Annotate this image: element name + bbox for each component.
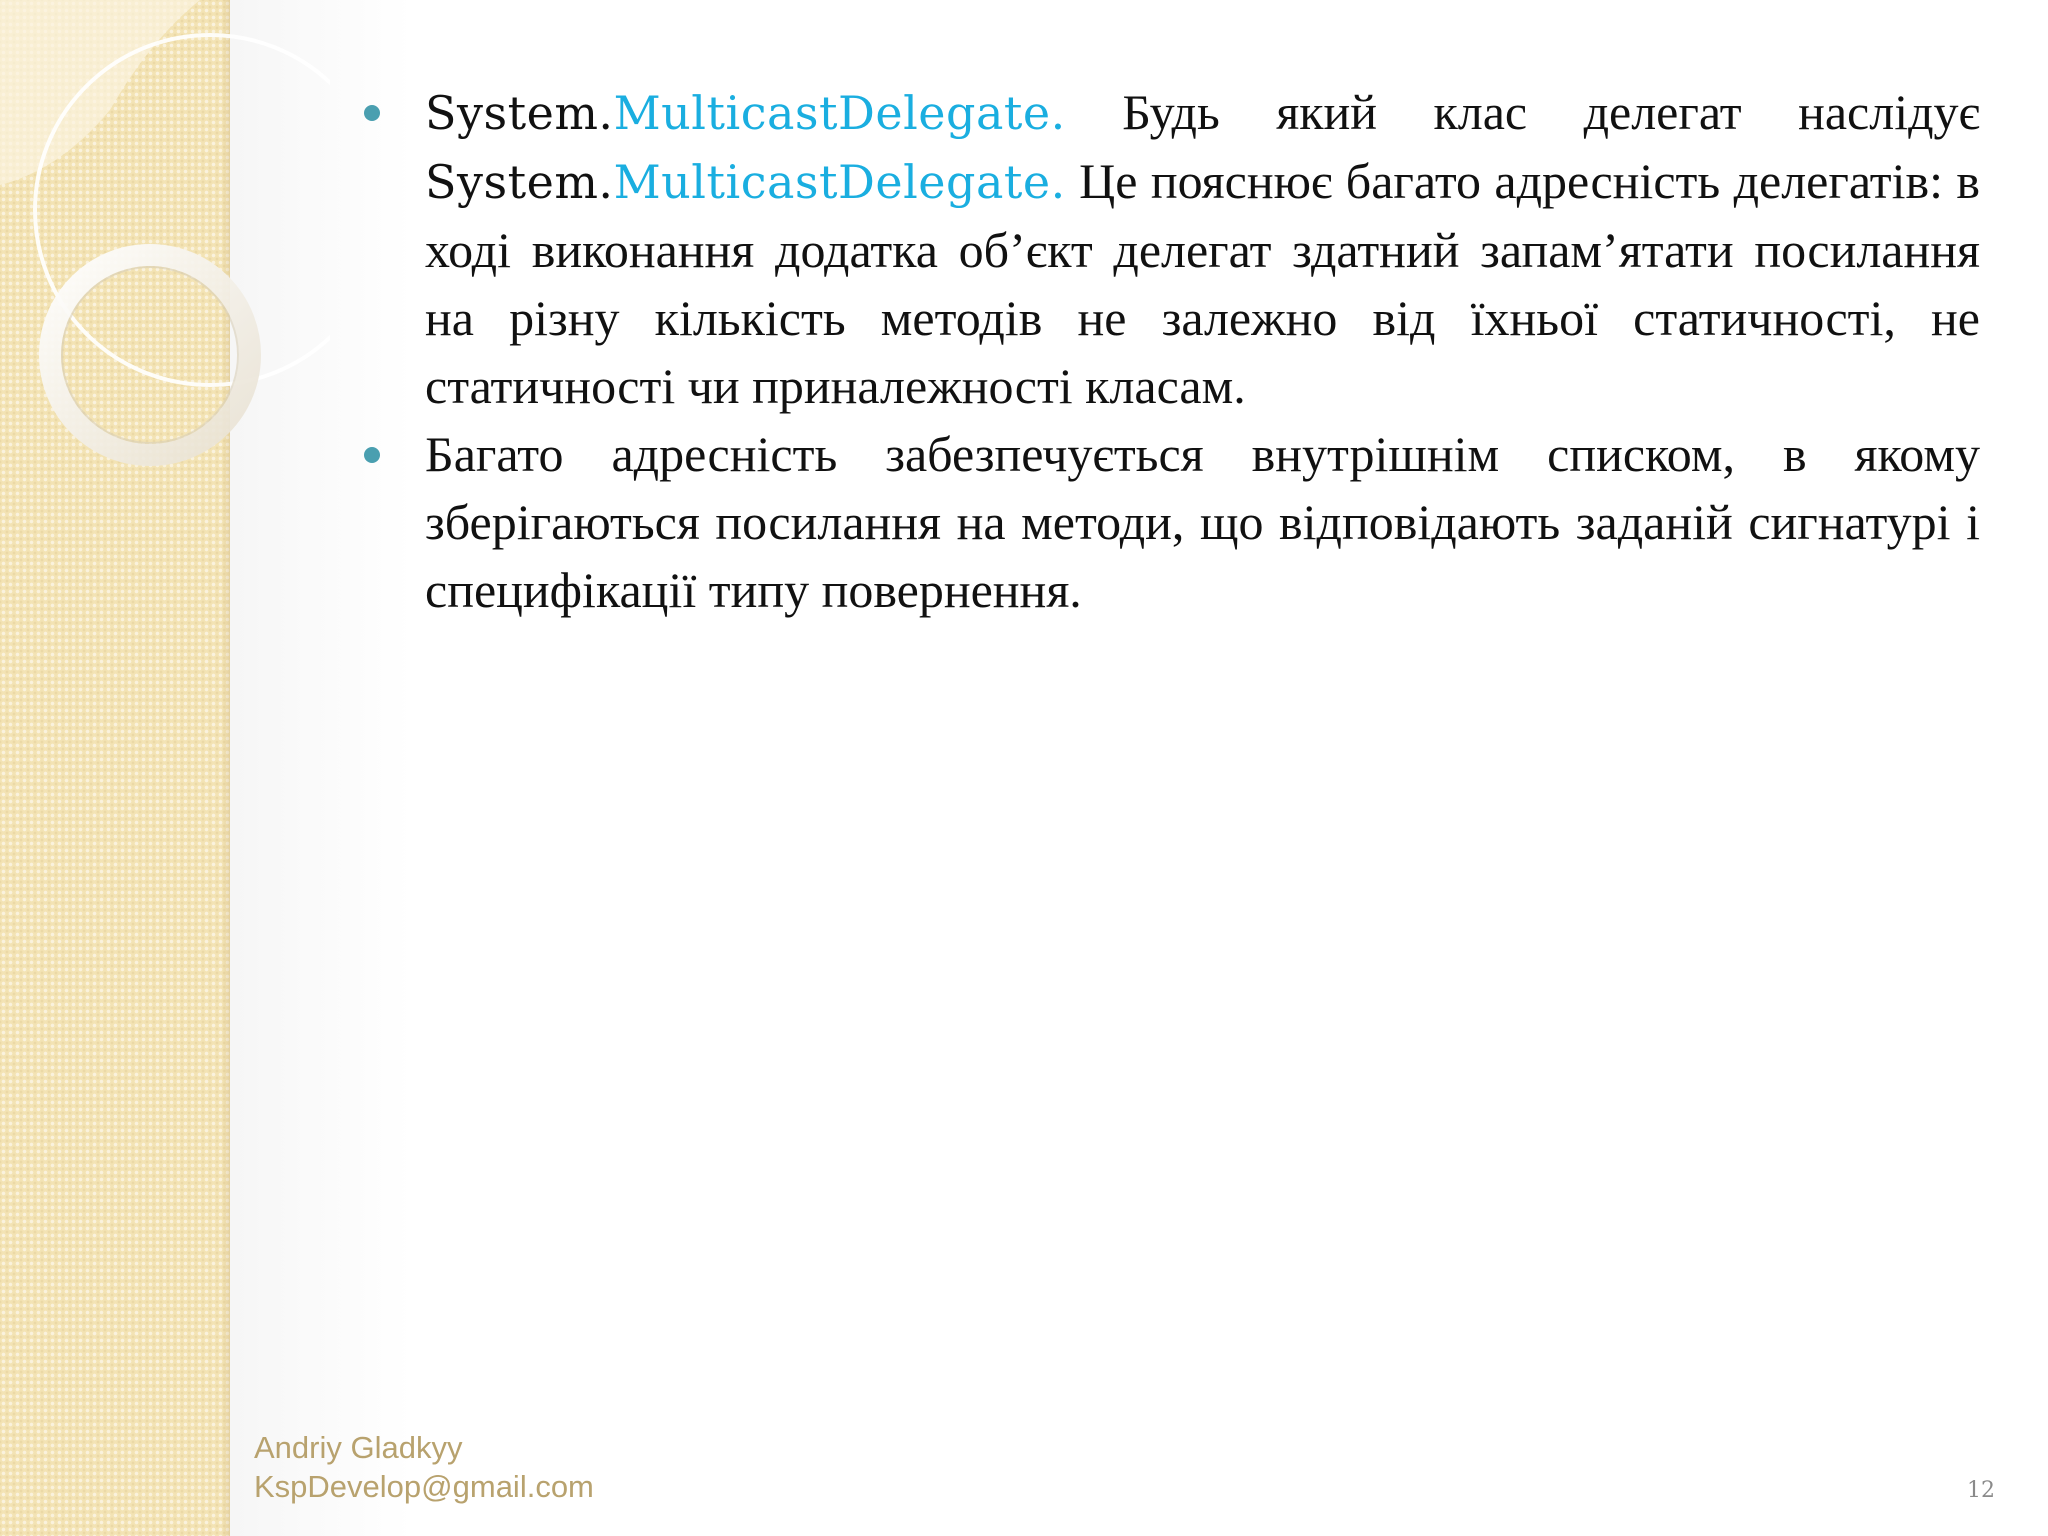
page-number: 12 (1967, 1478, 1995, 1503)
decorative-rings-graphic (0, 0, 330, 560)
author-email: KspDevelop@gmail.com (254, 1469, 594, 1504)
text-multicast-delegate-class-2: MulticastDelegate. (613, 155, 1066, 209)
footer-author (254, 1428, 594, 1506)
text-multicast-delegate-class: MulticastDelegate. (613, 86, 1066, 140)
text-system-namespace: System. (425, 86, 614, 140)
bullet-item-invocation-list (355, 420, 1980, 624)
light-patch-shape (0, 0, 200, 185)
thick-ring (50, 255, 250, 455)
text-inherits-sentence: Будь який клас делегат наслідує (1065, 84, 1980, 140)
slide-content (355, 78, 1980, 624)
text-system-namespace-2: System. (425, 155, 614, 209)
thick-ring-inner-shadow (62, 267, 238, 443)
author-name: Andriy Gladkyy (254, 1430, 463, 1465)
bullet-dot-icon (364, 447, 380, 463)
bullet-list (355, 78, 1980, 624)
bullet-item-multicast-delegate (355, 78, 1980, 420)
bullet-dot-icon (364, 105, 380, 121)
text-invocation-list-explanation: Багато адресність забезпечується внутрішнім списком, в якому зберігаються посилання на методи, що відповідають заданій сигнатурі і специфікації типу повернення. (425, 426, 1980, 618)
text-multicast-explanation: Це пояснює багато адресність делегатів: в ході виконання додатка об’єкт делегат здатний запам’ятати посилання на різну кількість методів не залежно від їхньої статичності, не статичності чи приналежності класам. (425, 153, 1980, 414)
